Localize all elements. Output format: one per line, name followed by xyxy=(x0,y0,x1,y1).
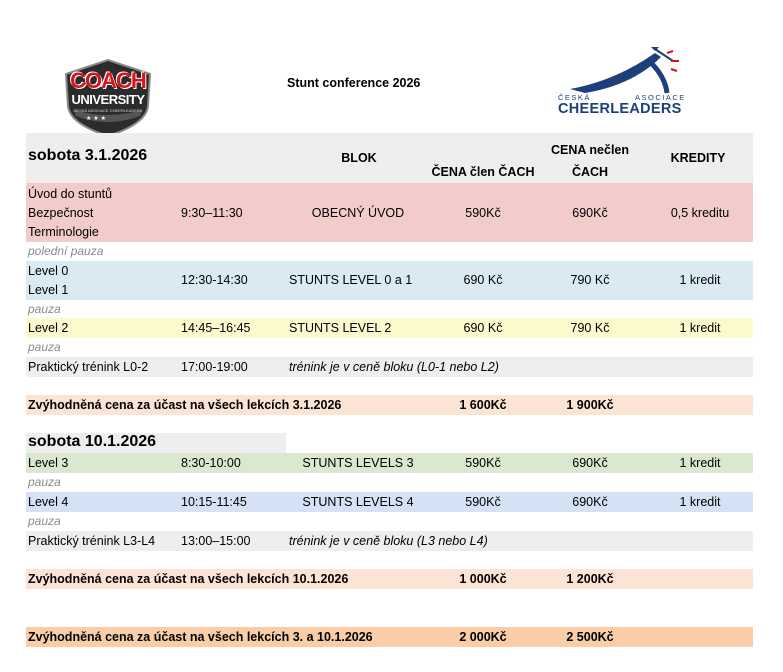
row-level4-clen: 590Kč xyxy=(465,495,501,509)
total-day2-neclen: 1 200Kč xyxy=(566,572,614,586)
pauza-1: pauza xyxy=(28,302,61,316)
row-trenink-l02-note: trénink je v ceně bloku (L0-1 nebo L2) xyxy=(289,360,499,374)
header-cena-neclen-2: ČACH xyxy=(571,165,609,179)
header-blok: BLOK xyxy=(341,151,377,165)
row-level2-name: Level 2 xyxy=(28,321,69,335)
row-uvod-clen: 590Kč xyxy=(465,206,501,220)
row-uvod-kredity: 0,5 kreditu xyxy=(670,206,730,220)
row-uvod-blok: OBECNÝ ÚVOD xyxy=(311,206,405,220)
header-kredity: KREDITY xyxy=(670,151,726,165)
row-level3-clen: 590Kč xyxy=(465,456,501,470)
row-uvod-name-3: Terminologie xyxy=(28,225,99,239)
grand-total-label: Zvýhodněná cena za účast na všech lekcích 3. a 10.1.2026 xyxy=(28,630,373,644)
logo-subtitle-text: ČESKÁ ASOCIACE CHEERLEADERS xyxy=(73,108,143,113)
row-uvod-neclen: 690Kč xyxy=(572,206,608,220)
grand-total-neclen: 2 500Kč xyxy=(566,630,614,644)
row-uvod-name-2: Bezpečnost xyxy=(28,206,94,220)
logo-coach-text: COACH xyxy=(70,68,146,93)
coach-university-logo xyxy=(58,54,158,138)
row-level3-kredity: 1 kredit xyxy=(679,456,721,470)
row-trenink-l34-name: Praktický trénink L3-L4 xyxy=(28,534,156,548)
logo-small-left: ČESKÁ xyxy=(558,93,591,102)
total-day2-label: Zvýhodněná cena za účast na všech lekcích 10.1.2026 xyxy=(28,572,349,586)
row-level3-blok: STUNTS LEVELS 3 xyxy=(302,456,414,470)
page-title: Stunt conference 2026 xyxy=(287,76,421,90)
total-day1-neclen: 1 900Kč xyxy=(566,398,614,412)
row-level01-clen: 690 Kč xyxy=(463,273,503,287)
row-level4-time: 10:15-11:45 xyxy=(181,495,247,509)
row-level2-neclen: 790 Kč xyxy=(570,321,610,335)
logo-university-text: UNIVERSITY xyxy=(71,92,145,107)
svg-text:★ ★ ★: ★ ★ ★ xyxy=(86,115,106,122)
row-level2-blok: STUNTS LEVEL 2 xyxy=(289,321,392,335)
row-uvod-name-1: Úvod do stuntů xyxy=(28,187,113,201)
row-level01-kredity: 1 kredit xyxy=(679,273,721,287)
pauza-4: pauza xyxy=(28,514,61,528)
header-cena-clen: ČENA člen ČACH xyxy=(431,165,535,179)
row-level2-clen: 690 Kč xyxy=(463,321,503,335)
pauza-2: pauza xyxy=(28,340,61,354)
header-cena-neclen-1: CENA nečlen xyxy=(550,143,630,157)
grand-total-clen: 2 000Kč xyxy=(459,630,507,644)
row-uvod-time: 9:30–11:30 xyxy=(181,206,243,220)
row-trenink-l34-note: trénink je v ceně bloku (L3 nebo L4) xyxy=(289,534,488,548)
row-level4-blok: STUNTS LEVELS 4 xyxy=(302,495,414,509)
row-trenink-l02-time: 17:00-19:00 xyxy=(181,360,248,374)
row-level3-name: Level 3 xyxy=(28,456,69,470)
total-day2-clen: 1 000Kč xyxy=(459,572,507,586)
total-day1-label: Zvýhodněná cena za účast na všech lekcích 3.1.2026 xyxy=(28,398,342,412)
cheerleaders-logo xyxy=(555,45,695,120)
logo-main-text: CHEERLEADERS xyxy=(558,101,682,117)
row-trenink-l02-name: Praktický trénink L0-2 xyxy=(28,360,149,374)
row-level4-neclen: 690Kč xyxy=(572,495,608,509)
row-level3-neclen: 690Kč xyxy=(572,456,608,470)
row-level4-name: Level 4 xyxy=(28,495,69,509)
row-level01-name-1: Level 0 xyxy=(28,264,69,278)
row-level4-kredity: 1 kredit xyxy=(679,495,721,509)
row-level01-neclen: 790 Kč xyxy=(570,273,610,287)
day2-heading: sobota 10.1.2026 xyxy=(28,433,157,450)
pauza-3: pauza xyxy=(28,475,61,489)
row-level2-kredity: 1 kredit xyxy=(679,321,721,335)
row-level01-name-2: Level 1 xyxy=(28,283,69,297)
row-level2-time: 14:45–16:45 xyxy=(181,321,251,335)
day1-heading: sobota 3.1.2026 xyxy=(28,147,148,164)
total-day1-clen: 1 600Kč xyxy=(459,398,507,412)
row-level01-blok: STUNTS LEVEL 0 a 1 xyxy=(289,273,413,287)
row-level01-time: 12:30-14:30 xyxy=(181,273,248,287)
logo-small-right: ASOCIACE xyxy=(635,93,686,102)
pauza-poledni: polední pauza xyxy=(28,244,104,258)
row-level3-time: 8:30-10:00 xyxy=(181,456,241,470)
row-trenink-l34-time: 13:00–15:00 xyxy=(181,534,251,548)
